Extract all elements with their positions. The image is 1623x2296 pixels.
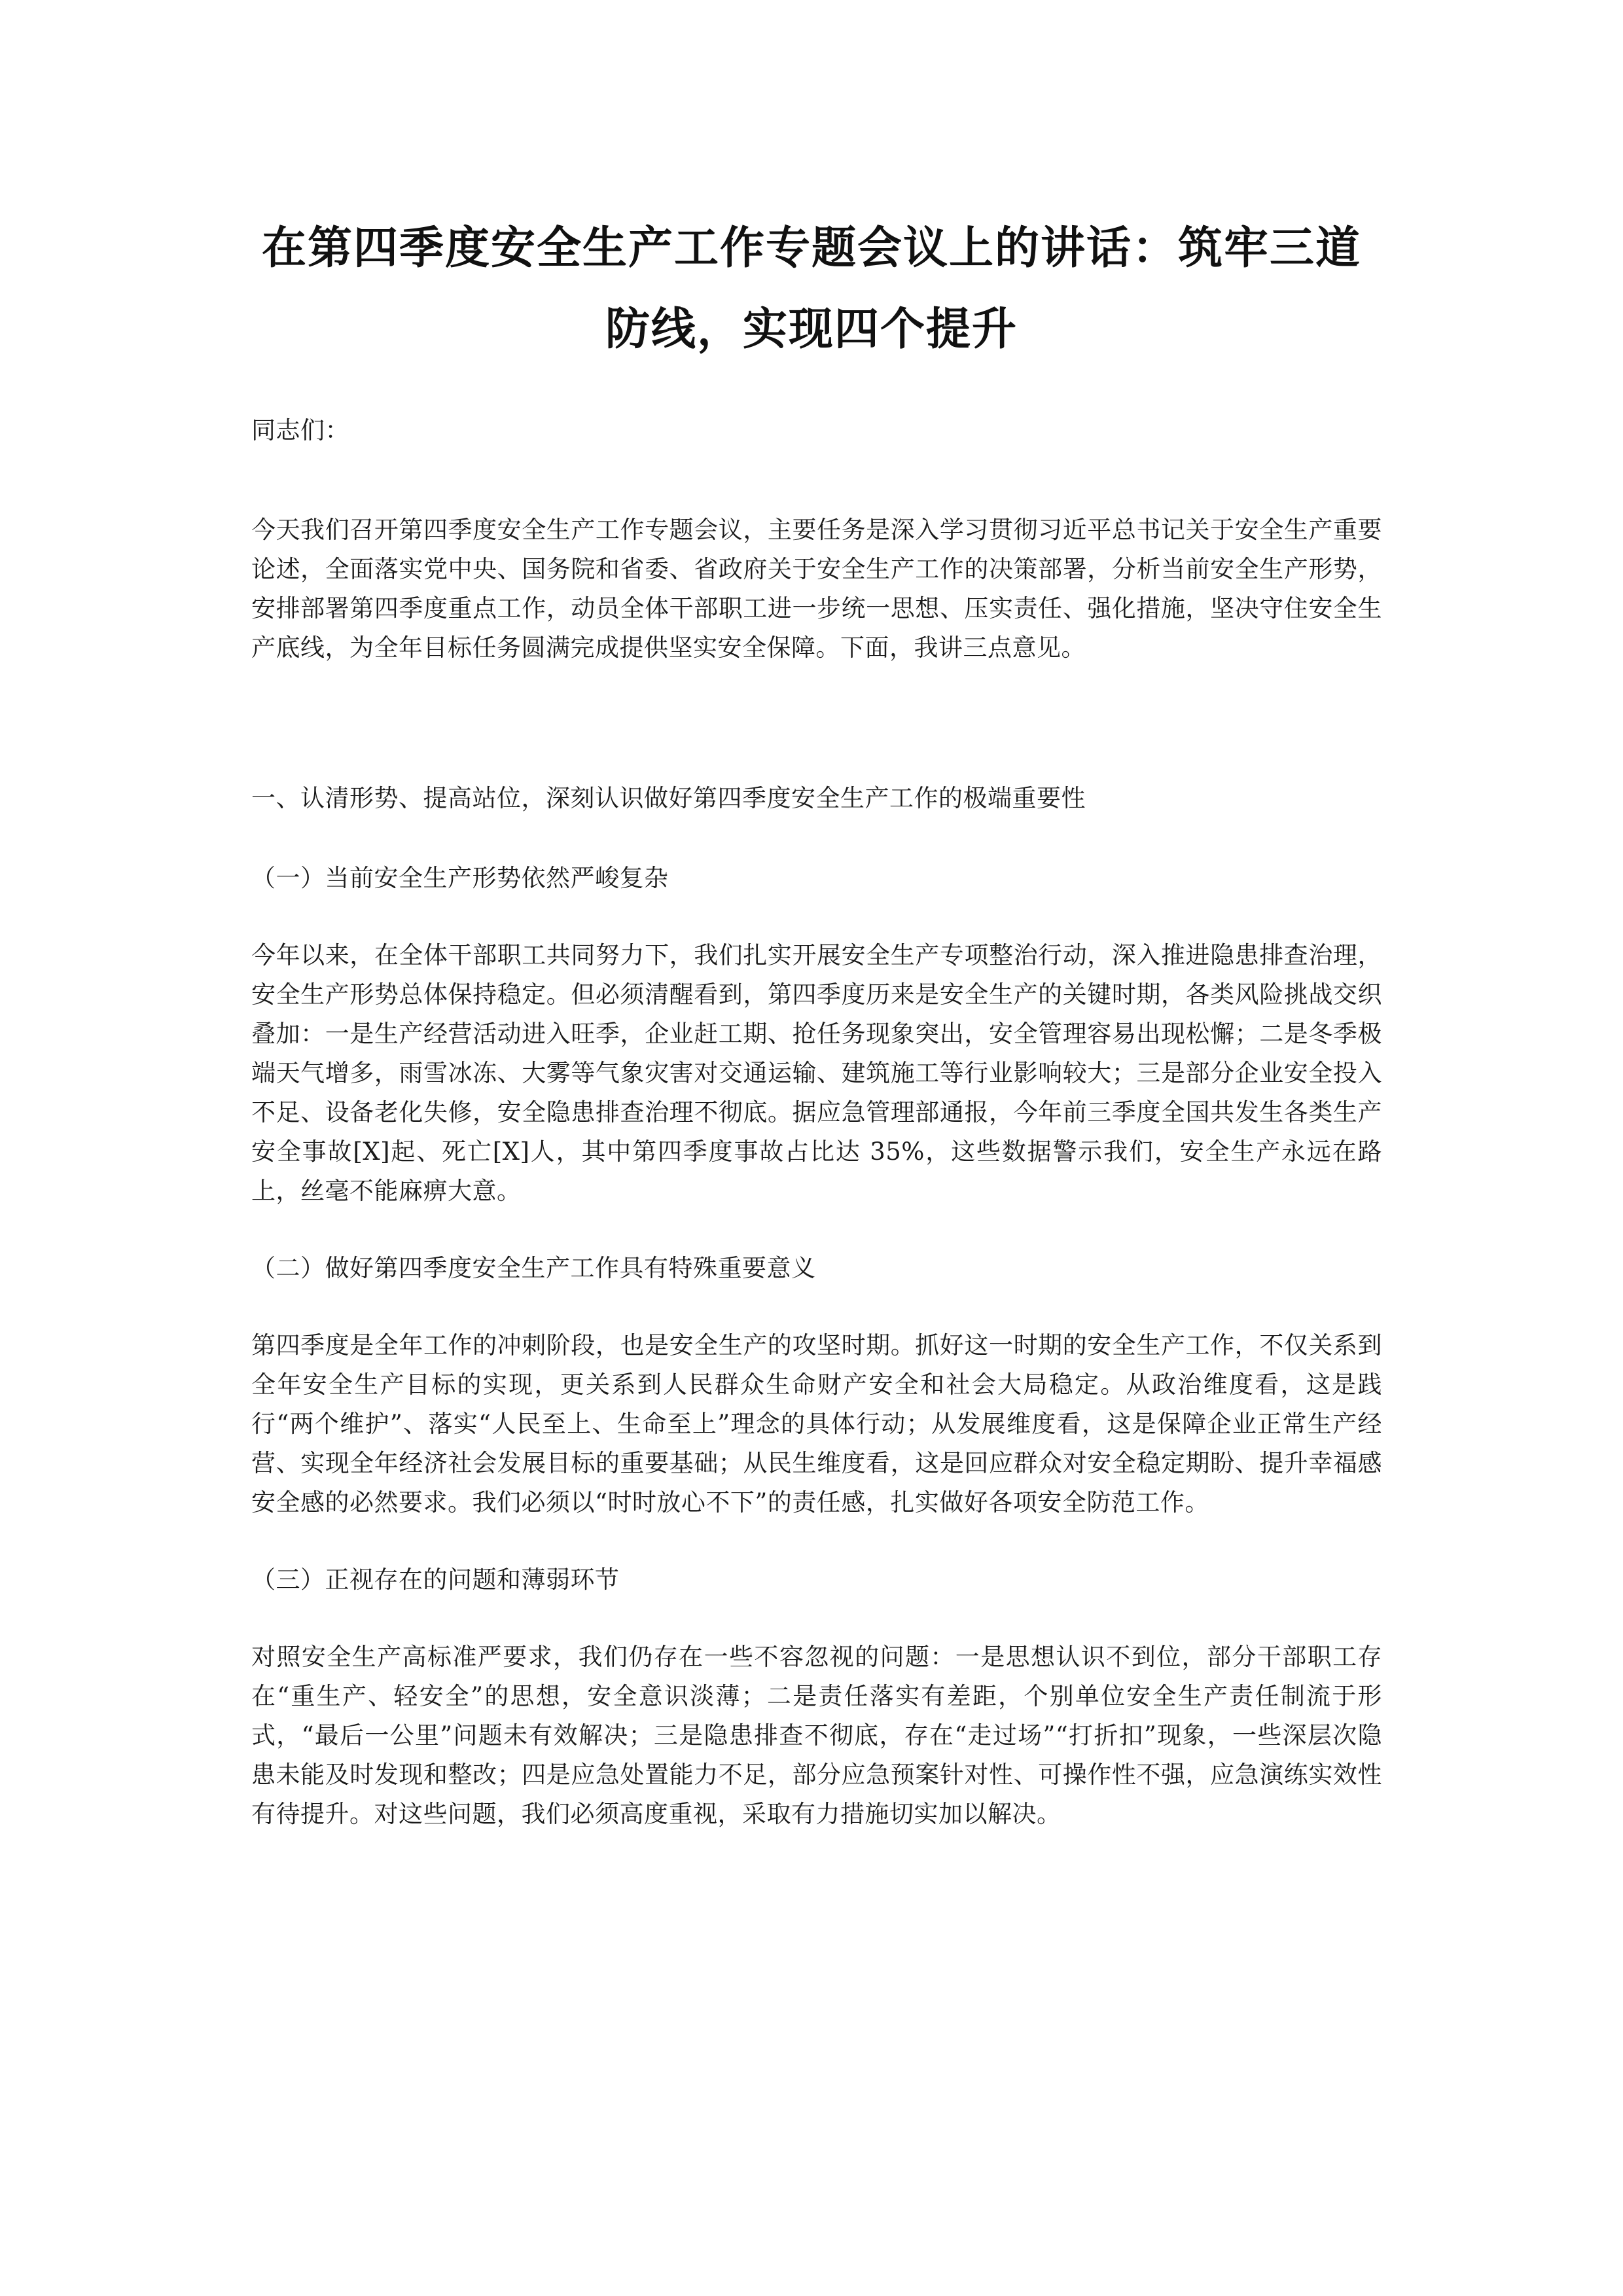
subsection-2-heading: （二）做好第四季度安全生产工作具有特殊重要意义 [251,1254,816,1282]
greeting: 同志们： [251,416,349,444]
document-title: 在第四季度安全生产工作专题会议上的讲话：筑牢三道防线，实现四个提升 [261,223,1361,355]
subsection-3-body: 对照安全生产高标准严要求，我们仍存在一些不容忽视的问题：一是思想认识不到位，部分干部职工存在“重生产、轻安全”的思想，安全意识淡薄；二是责任落实有差距，个别单位安全生产责任制流于形式，“最后一公里”问题未有效解决；三是隐患排查不彻底，存在“走过场”“打折扣”现象，一些深层次隐患未能及时发现和整改；四是应急处置能力不足，部分应急预案针对性、可操作性不强，应急演练实效性有待提升。对这些问题，我们必须高度重视，采取有力措施切实加以解决。 [251,1643,1382,1828]
subsection-3-heading: （三）正视存在的问题和薄弱环节 [251,1566,620,1594]
intro-paragraph: 今天我们召开第四季度安全生产工作专题会议，主要任务是深入学习贯彻习近平总书记关于安全生产重要论述，全面落实党中央、国务院和省委、省政府关于安全生产工作的决策部署，分析当前安全生产形势，安排部署第四季度重点工作，动员全体干部职工进一步统一思想、压实责任、强化措施，坚决守住安全生产底线，为全年目标任务圆满完成提供坚实安全保障。下面，我讲三点意见。 [251,516,1382,662]
subsection-1-body: 今年以来，在全体干部职工共同努力下，我们扎实开展安全生产专项整治行动，深入推进隐患排查治理，安全生产形势总体保持稳定。但必须清醒看到，第四季度历来是安全生产的关键时期，各类风险挑战交织叠加：一是生产经营活动进入旺季，企业赶工期、抢任务现象突出，安全管理容易出现松懈；二是冬季极端天气增多，雨雪冰冻、大雾等气象灾害对交通运输、建筑施工等行业影响较大；三是部分企业安全投入不足、设备老化失修，安全隐患排查治理不彻底。据应急管理部通报，今年前三季度全国共发生各类生产安全事故[X]起、死亡[X]人，其中第四季度事故占比达 35%，这些数据警示我们，安全生产永远在路上，丝毫不能麻痹大意。 [251,941,1382,1205]
subsection-2-body: 第四季度是全年工作的冲刺阶段，也是安全生产的攻坚时期。抓好这一时期的安全生产工作，不仅关系到全年安全生产目标的实现，更关系到人民群众生命财产安全和社会大局稳定。从政治维度看，这是践行“两个维护”、落实“人民至上、生命至上”理念的具体行动；从发展维度看，这是保障企业正常生产经营、实现全年经济社会发展目标的重要基础；从民生维度看，这是回应群众对安全稳定期盼、提升幸福感安全感的必然要求。我们必须以“时时放心不下”的责任感，扎实做好各项安全防范工作。 [251,1331,1382,1516]
subsection-1-heading: （一）当前安全生产形势依然严峻复杂 [251,864,669,892]
document-body [251,411,1382,1872]
section-1-heading: 一、认清形势、提高站位，深刻认识做好第四季度安全生产工作的极端重要性 [251,784,1086,812]
